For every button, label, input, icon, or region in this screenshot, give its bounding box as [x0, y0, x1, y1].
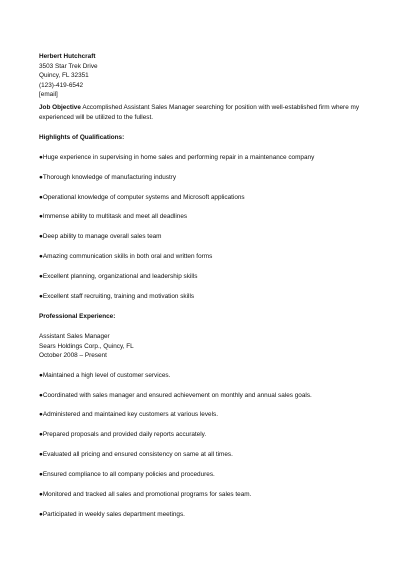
job-block: [39, 332, 369, 361]
job-dates: October 2008 – Present: [39, 352, 107, 360]
job-company: Sears Holdings Corp., Quincy, FL: [39, 342, 134, 350]
qualification-item: ●Thorough knowledge of manufacturing industry: [39, 174, 177, 181]
experience-item: ●Ensured compliance to all company policies and procedures.: [39, 471, 215, 478]
experience-item: ●Evaluated all pricing and ensured consistency on same at all times.: [39, 451, 233, 458]
qualification-item: ●Amazing communication skills in both oral and written forms: [39, 253, 213, 260]
city-address: Quincy, FL 32351: [39, 72, 89, 80]
objective-text: Accomplished Assistant Sales Manager searching for position with well-established firm where my experienced will be utilized to the fullest.: [39, 104, 360, 121]
experience-item: ●Maintained a high level of customer services.: [39, 372, 171, 379]
experience-heading: Professional Experience:: [39, 313, 116, 320]
contact-block: [39, 52, 369, 100]
street-address: 3503 Star Trek Drive: [39, 62, 98, 70]
qualification-item: ●Excellent planning, organizational and leadership skills: [39, 273, 198, 280]
qualification-item: ●Deep ability to manage overall sales team: [39, 233, 162, 240]
qualification-item: ●Operational knowledge of computer systems and Microsoft applications: [39, 194, 245, 201]
experience-item: ●Administered and maintained key customers at various levels.: [39, 411, 218, 418]
objective-label: Job Objective: [39, 104, 81, 111]
job-title: Assistant Sales Manager: [39, 333, 110, 340]
email-address: [email]: [39, 91, 58, 99]
candidate-name: Herbert Hutchcraft: [39, 53, 96, 60]
experience-item: ●Coordinated with sales manager and ensured achievement on monthly and annual sales goals.: [39, 392, 312, 399]
experience-item: ●Prepared proposals and provided daily reports accurately.: [39, 431, 207, 438]
experience-item: ●Monitored and tracked all sales and promotional programs for sales team.: [39, 491, 252, 498]
experience-item: ●Participated in weekly sales department meetings.: [39, 511, 185, 518]
phone-number: (123)-419-6542: [39, 81, 84, 89]
qualification-item: ●Immense ability to multitask and meet all deadlines: [39, 213, 188, 220]
objective-paragraph: [39, 103, 364, 122]
qualification-item: ●Excellent staff recruiting, training and motivation skills: [39, 293, 195, 300]
qualification-item: ●Huge experience in supervising in home sales and performing repair in a maintenance company: [39, 154, 315, 161]
qualifications-heading: Highlights of Qualifications:: [39, 134, 125, 141]
